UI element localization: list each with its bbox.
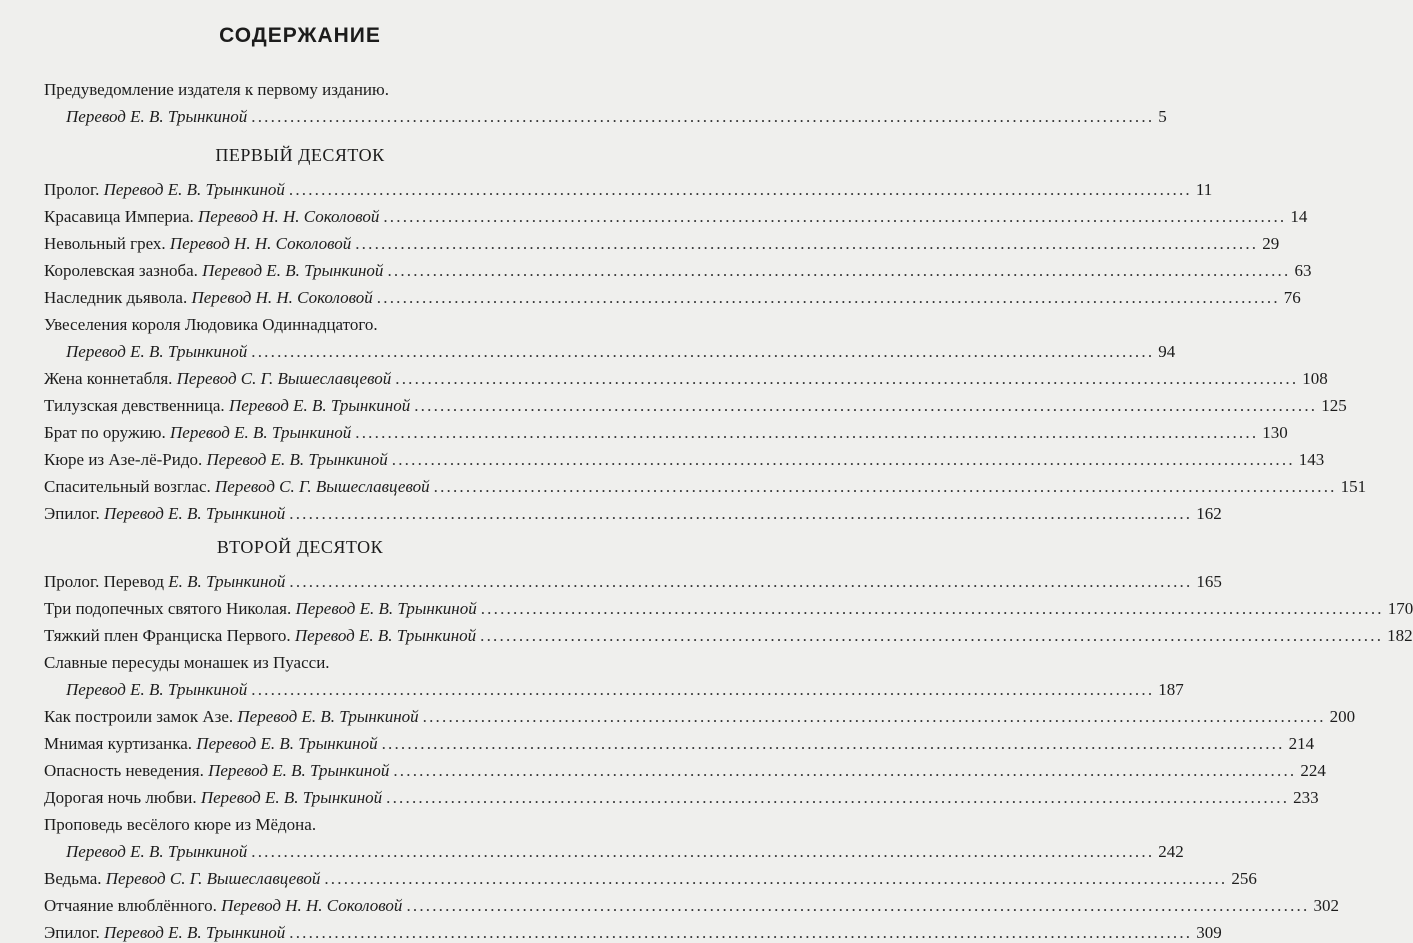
page-number: 170: [1387, 599, 1413, 618]
dot-leader: ............................................................................................................................................: [393, 761, 1297, 780]
dot-leader: ............................................................................................................................................: [433, 477, 1337, 496]
toc-entry-row: [44, 315, 582, 335]
entry-translator: Перевод Н. Н. Соколовой: [169, 234, 352, 253]
toc-entry: [44, 815, 582, 835]
page-number: 14: [1290, 207, 1308, 226]
page-number: 5: [1158, 107, 1167, 126]
page-number: 224: [1300, 761, 1326, 780]
entry-title: Наследник дьявола.: [44, 288, 188, 307]
dot-leader: ............................................................................................................................................: [395, 369, 1299, 388]
page-number: 94: [1158, 342, 1176, 361]
entry-translator: Е. В. Трынкиной: [168, 572, 286, 591]
entry-title: Опасность неведения.: [44, 761, 204, 780]
entry-translator: Перевод Е. В. Трынкиной: [237, 707, 419, 726]
entry-translator: Перевод Е. В. Трынкиной: [66, 680, 248, 699]
toc-entry-row: [44, 842, 1184, 862]
toc-entry-row: [44, 599, 1413, 619]
toc-entry: [44, 288, 1301, 308]
toc-entry: [44, 107, 1167, 127]
entry-title: Красавица Империа.: [44, 207, 194, 226]
toc-entry-row: [44, 477, 1367, 497]
toc-entry-row: [44, 815, 582, 835]
entry-translator: Перевод Е. В. Трынкиной: [206, 450, 388, 469]
page-number: 11: [1195, 180, 1213, 199]
dot-leader: ............................................................................................................................................: [289, 923, 1193, 942]
entry-title: Кюре из Азе-лё-Ридо.: [44, 450, 203, 469]
toc-entry-row: [44, 572, 1222, 592]
entry-label: [44, 707, 419, 727]
entry-title: Пролог. Перевод: [44, 572, 165, 591]
dot-leader: ............................................................................................................................................: [480, 626, 1384, 645]
toc-entry-row: [44, 923, 1222, 943]
toc-entry-row: [44, 734, 1315, 754]
dot-leader: ............................................................................................................................................: [288, 180, 1192, 199]
page-number: 165: [1196, 572, 1222, 591]
toc-entry: [44, 396, 1347, 416]
entry-translator: Перевод Е. В. Трынкиной: [103, 504, 286, 523]
entry-translator: Перевод Е. В. Трынкиной: [295, 599, 477, 618]
entry-title: Эпилог.: [44, 923, 100, 942]
dot-leader: ............................................................................................................................................: [383, 207, 1287, 226]
toc-entry-row: [44, 342, 1176, 362]
entry-translator: Перевод Е. В. Трынкиной: [208, 761, 390, 780]
page-number: 76: [1283, 288, 1301, 307]
entry-label: [44, 450, 388, 470]
toc-entry: [44, 234, 1280, 254]
entry-label: [44, 572, 285, 592]
entry-label: [44, 504, 285, 524]
dot-leader: ............................................................................................................................................: [422, 707, 1326, 726]
toc-entry-row: [44, 450, 1325, 470]
page-number: 151: [1340, 477, 1367, 496]
page-number: 256: [1231, 869, 1257, 888]
entry-title: Предуведомление издателя к первому изданию.: [44, 80, 389, 99]
page-number: 187: [1158, 680, 1184, 699]
toc-entry: [44, 477, 1367, 497]
toc-entry-row: [44, 707, 1356, 727]
toc-entry-row: [44, 261, 1312, 281]
page-number: 242: [1158, 842, 1184, 861]
entry-title: Королевская зазноба.: [44, 261, 198, 280]
toc-entry-row: [44, 504, 1222, 524]
toc-entry: [44, 342, 1176, 362]
page-number: 108: [1302, 369, 1328, 388]
toc-entry-row: [44, 423, 1288, 443]
toc-entry-row: [44, 369, 1328, 389]
entry-title: Брат по оружию.: [44, 423, 166, 442]
entry-label: [66, 680, 247, 700]
toc-entry: [44, 423, 1288, 443]
toc-entry: [44, 788, 1319, 808]
toc-entry: [44, 707, 1356, 727]
toc-entry: [44, 923, 1222, 943]
entry-title: Тилузская девственница.: [44, 396, 225, 415]
entry-title: Невольный грех.: [44, 234, 166, 253]
dot-leader: ............................................................................................................................................: [386, 788, 1290, 807]
entry-label: [44, 207, 379, 227]
entry-translator: Перевод Е. В. Трынкиной: [170, 423, 352, 442]
entry-label: [44, 288, 373, 308]
entry-translator: Перевод Е. В. Трынкиной: [66, 842, 248, 861]
toc-entry: [44, 261, 1312, 281]
entry-label: [44, 180, 285, 200]
dot-leader: ............................................................................................................................................: [324, 869, 1228, 888]
toc-entry-row: [44, 107, 1167, 127]
entry-label: [66, 842, 247, 862]
toc-entry-row: [44, 180, 1213, 200]
entry-label: [44, 423, 351, 443]
entry-title: Три подопечных святого Николая.: [44, 599, 292, 618]
page-number: 130: [1262, 423, 1288, 442]
entry-title: Пролог.: [44, 180, 100, 199]
page-number: 233: [1293, 788, 1319, 807]
toc-entry-row: [44, 396, 1347, 416]
entry-title: Дорогая ночь любви.: [44, 788, 197, 807]
entry-translator: Перевод С. Г. Вышеславцевой: [215, 477, 430, 496]
toc-entry-row: [44, 207, 1308, 227]
page-number: 63: [1294, 261, 1312, 280]
entry-translator: Перевод Е. В. Трынкиной: [196, 734, 378, 753]
entry-title: Проповедь весёлого кюре из Мёдона.: [44, 815, 317, 834]
entry-translator: Перевод Н. Н. Соколовой: [191, 288, 373, 307]
dot-leader: ............................................................................................................................................: [387, 261, 1291, 280]
entry-label: [44, 869, 320, 889]
entry-label: [44, 599, 477, 619]
toc-entry: [44, 504, 1222, 524]
toc-entry: [44, 572, 1222, 592]
entry-translator: Перевод Е. В. Трынкиной: [294, 626, 477, 645]
entry-translator: Перевод Е. В. Трынкиной: [228, 396, 411, 415]
page-number: 309: [1196, 923, 1222, 942]
entry-label: [44, 80, 389, 100]
toc-entry-row: [44, 653, 582, 673]
dot-leader: ............................................................................................................................................: [251, 842, 1155, 861]
dot-leader: ............................................................................................................................................: [289, 572, 1193, 591]
toc-entry: [44, 207, 1308, 227]
entry-label: [44, 477, 430, 497]
entry-title: Как построили замок Азе.: [44, 707, 234, 726]
entry-label: [44, 234, 351, 254]
entry-title: Эпилог.: [44, 504, 100, 523]
toc-entry: [44, 450, 1325, 470]
toc-entry: [44, 896, 1339, 916]
entry-label: [44, 261, 383, 281]
toc-entry-row: [44, 869, 1257, 889]
entry-label: [44, 396, 410, 416]
dot-leader: ............................................................................................................................................: [251, 107, 1155, 126]
dot-leader: ............................................................................................................................................: [251, 342, 1155, 361]
dot-leader: ............................................................................................................................................: [355, 234, 1259, 253]
entry-label: [44, 315, 378, 335]
toc-entry-row: [44, 896, 1339, 916]
toc-entry: [44, 626, 1413, 646]
page-number: 302: [1313, 896, 1339, 915]
entry-title: Славные пересуды монашек из Пуасси.: [44, 653, 330, 672]
entry-translator: Перевод Е. В. Трынкиной: [103, 180, 285, 199]
entry-title: Жена коннетабля.: [44, 369, 173, 388]
toc-entry-row: [44, 680, 1184, 700]
toc-entry-row: [44, 80, 582, 100]
page-number: 29: [1262, 234, 1280, 253]
toc-entry: [44, 653, 582, 673]
toc-entry: [44, 80, 582, 100]
dot-leader: ............................................................................................................................................: [381, 734, 1285, 753]
entry-label: [44, 653, 330, 673]
toc-entry: [44, 369, 1328, 389]
dot-leader: ............................................................................................................................................: [355, 423, 1259, 442]
entry-title: Спасительный возглас.: [44, 477, 211, 496]
entry-translator: Перевод Н. Н. Соколовой: [198, 207, 380, 226]
entry-label: [66, 342, 247, 362]
entry-translator: Перевод С. Г. Вышеславцевой: [176, 369, 392, 388]
dot-leader: ............................................................................................................................................: [289, 504, 1193, 523]
entry-label: [44, 734, 378, 754]
toc-entry-row: [44, 234, 1280, 254]
entry-translator: Перевод Е. В. Трынкиной: [66, 107, 248, 126]
entry-label: [44, 815, 316, 835]
dot-leader: ............................................................................................................................................: [391, 450, 1295, 469]
entry-label: [44, 626, 476, 646]
entry-label: [44, 369, 391, 389]
page-title: СОДЕРЖАНИЕ: [219, 24, 381, 47]
page-number: 200: [1329, 707, 1356, 726]
toc-entry: [44, 180, 1213, 200]
toc-entry-row: [44, 288, 1301, 308]
entry-title: Ведьма.: [44, 869, 102, 888]
page-number: 125: [1321, 396, 1347, 415]
toc-entry-row: [44, 788, 1319, 808]
section-heading: ПЕРВЫЙ ДЕСЯТОК: [215, 145, 385, 165]
entry-label: [44, 788, 382, 808]
dot-leader: ............................................................................................................................................: [376, 288, 1280, 307]
page-number: 143: [1298, 450, 1325, 469]
page-number: 182: [1387, 626, 1413, 645]
dot-leader: ............................................................................................................................................: [251, 680, 1155, 699]
entry-translator: Перевод Е. В. Трынкиной: [202, 261, 384, 280]
entry-label: [66, 107, 247, 127]
entry-translator: Перевод С. Г. Вышеславцевой: [105, 869, 321, 888]
entry-translator: Перевод Е. В. Трынкиной: [200, 788, 383, 807]
entry-translator: Перевод Е. В. Трынкиной: [103, 923, 286, 942]
dot-leader: ............................................................................................................................................: [414, 396, 1318, 415]
entry-title: Мнимая куртизанка.: [44, 734, 193, 753]
toc-entry: [44, 842, 1184, 862]
entry-translator: Перевод Н. Н. Соколовой: [221, 896, 403, 915]
dot-leader: ............................................................................................................................................: [406, 896, 1310, 915]
toc-entry-row: [44, 626, 1413, 646]
entry-title: Тяжкий плен Франциска Первого.: [44, 626, 291, 645]
section-heading: ВТОРОЙ ДЕСЯТОК: [216, 537, 384, 557]
page-number: 214: [1288, 734, 1315, 753]
toc-entry-row: [44, 761, 1326, 781]
entry-label: [44, 923, 285, 943]
toc-entry: [44, 869, 1257, 889]
toc-entry: [44, 599, 1413, 619]
dot-leader: ............................................................................................................................................: [480, 599, 1384, 618]
entry-label: [44, 761, 389, 781]
entry-label: [44, 896, 402, 916]
entry-translator: Перевод Е. В. Трынкиной: [66, 342, 248, 361]
toc-entry: [44, 734, 1315, 754]
page-number: 162: [1196, 504, 1222, 523]
entry-title: Отчаяние влюблённого.: [44, 896, 217, 915]
toc-entry: [44, 680, 1184, 700]
entry-title: Увеселения короля Людовика Одиннадцатого.: [44, 315, 378, 334]
toc-entry: [44, 761, 1326, 781]
toc-entry: [44, 315, 582, 335]
